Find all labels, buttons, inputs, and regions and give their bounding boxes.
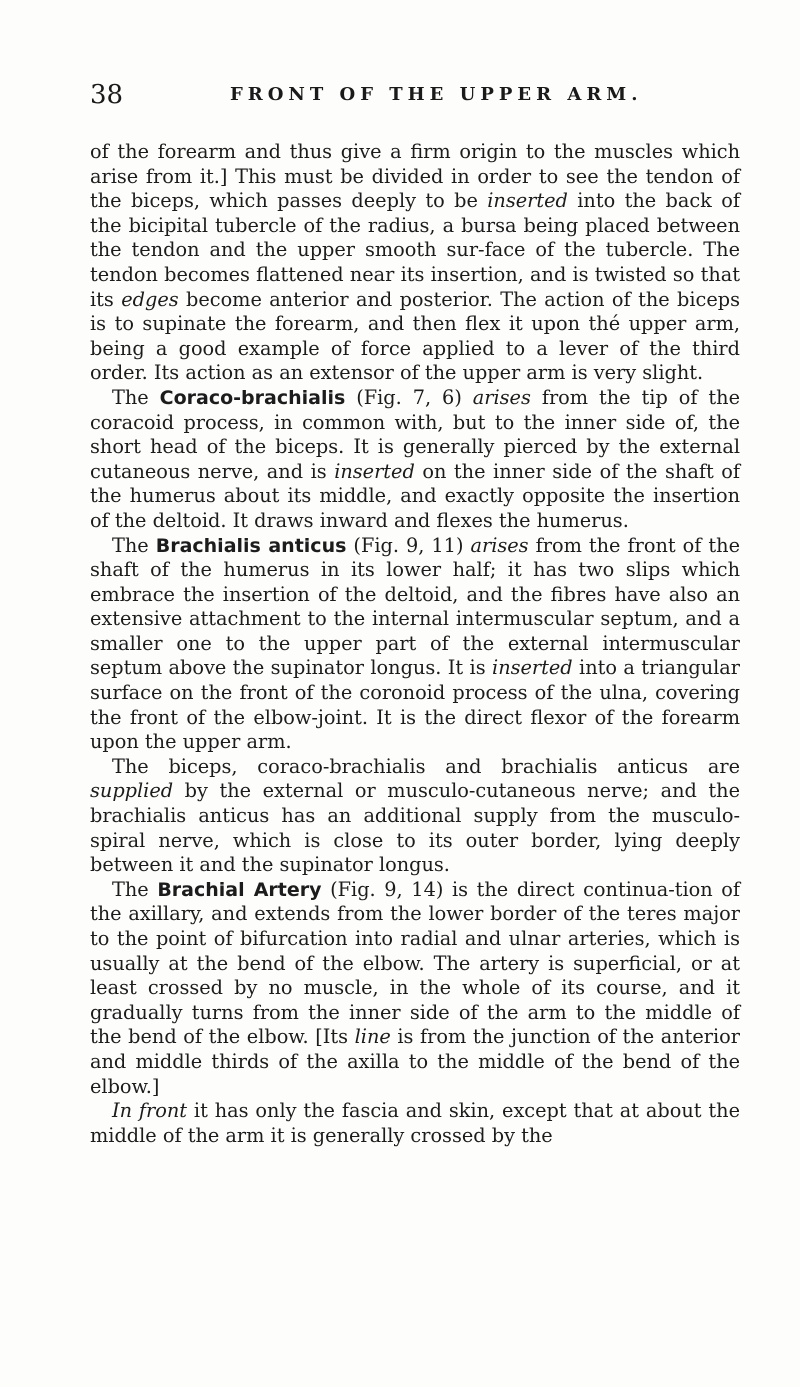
text-run: (Fig. 9, 11) bbox=[346, 533, 471, 557]
paragraph bbox=[90, 755, 740, 878]
italic-term: In front bbox=[112, 1099, 188, 1123]
italic-term: supplied bbox=[90, 779, 174, 803]
page-number: 38 bbox=[90, 80, 124, 110]
text-run: of the forearm and thus give a firm origin to the muscles which arise from it.] This must be divided in order to see the tendon of the biceps, which passes deeply to be bbox=[90, 140, 740, 213]
paragraph bbox=[90, 878, 740, 1099]
text-run: The biceps, coraco-brachialis and brachialis anticus are bbox=[112, 754, 740, 778]
text-run: (Fig. 7, 6) bbox=[345, 385, 473, 409]
text-run: become anterior and posterior. The action of the biceps is to supinate the forearm, and then flex it upon thé upper arm, being a good example of force applied to a lever of the third order. Its action as an extensor of the upper arm is very slight. bbox=[90, 287, 740, 385]
italic-term: line bbox=[354, 1025, 391, 1049]
text-run: by the external or musculo-cutaneous nerve; and the brachialis anticus has an additional supply from the musculo-spiral nerve, which is close to its outer border, lying deeply between it and the supinator longus. bbox=[90, 779, 740, 877]
text-run: The bbox=[112, 533, 156, 557]
text-run: (Fig. 9, 14) is the direct continua-tion of the axillary, and extends from the lower border of the teres major to the point of bifurcation into radial and ulnar arteries, which is usually at the bend of the elbow. The artery is superficial, or at least crossed by no muscle, in the whole of its course, and it gradually turns from the inner side of the arm to the middle of the bend of the elbow. [Its bbox=[90, 877, 740, 1049]
text-run: on the inner side of the shaft of the humerus about its middle, and exactly opposite the insertion of the deltoid. It draws inward and flexes the humerus. bbox=[90, 459, 740, 532]
text-run: from the tip of the coracoid process, in common with, but to the inner side of, the short head of the biceps. It is generally pierced by the external cutaneous nerve, and is bbox=[90, 385, 740, 483]
section-heading-term: Brachial Artery bbox=[157, 878, 322, 901]
paragraph bbox=[90, 1099, 740, 1148]
text-run: from the front of the shaft of the humerus in its lower half; it has two slips which embrace the insertion of the deltoid, and the fibres have also an extensive attachment to the internal intermuscular septum, and a smaller one to the upper part of the external intermuscular septum above the supinator longus. It is bbox=[90, 533, 740, 680]
running-head bbox=[90, 80, 730, 116]
running-title: FRONT OF THE UPPER ARM. bbox=[230, 84, 643, 105]
text-run: is from the junction of the anterior and middle thirds of the axilla to the middle of the bend of the elbow.] bbox=[90, 1025, 740, 1098]
italic-term: arises bbox=[472, 385, 531, 409]
paragraph bbox=[90, 140, 740, 386]
italic-term: arises bbox=[470, 533, 529, 557]
section-heading-term: Brachialis anticus bbox=[155, 534, 347, 557]
text-run: it has only the fascia and skin, except that at about the middle of the arm it is generally crossed by the bbox=[90, 1099, 740, 1147]
italic-term: inserted bbox=[334, 459, 415, 483]
italic-term: inserted bbox=[492, 656, 573, 680]
italic-term: edges bbox=[121, 287, 179, 311]
text-run: The bbox=[112, 877, 158, 901]
italic-term: inserted bbox=[487, 189, 568, 213]
text-run: The bbox=[112, 385, 160, 409]
paragraph bbox=[90, 534, 740, 755]
paragraph bbox=[90, 386, 740, 534]
text-run: into the back of the bicipital tubercle of the radius, a bursa being placed between the tendon and the upper smooth sur-face of the tubercle. The tendon becomes flattened near its insertion, and is twisted so that its bbox=[90, 189, 740, 311]
body-text bbox=[90, 140, 740, 1148]
text-run: into a triangular surface on the front of the coronoid process of the ulna, covering the front of the elbow-joint. It is the direct flexor of the forearm upon the upper arm. bbox=[90, 656, 740, 754]
section-heading-term: Coraco-brachialis bbox=[159, 386, 346, 409]
